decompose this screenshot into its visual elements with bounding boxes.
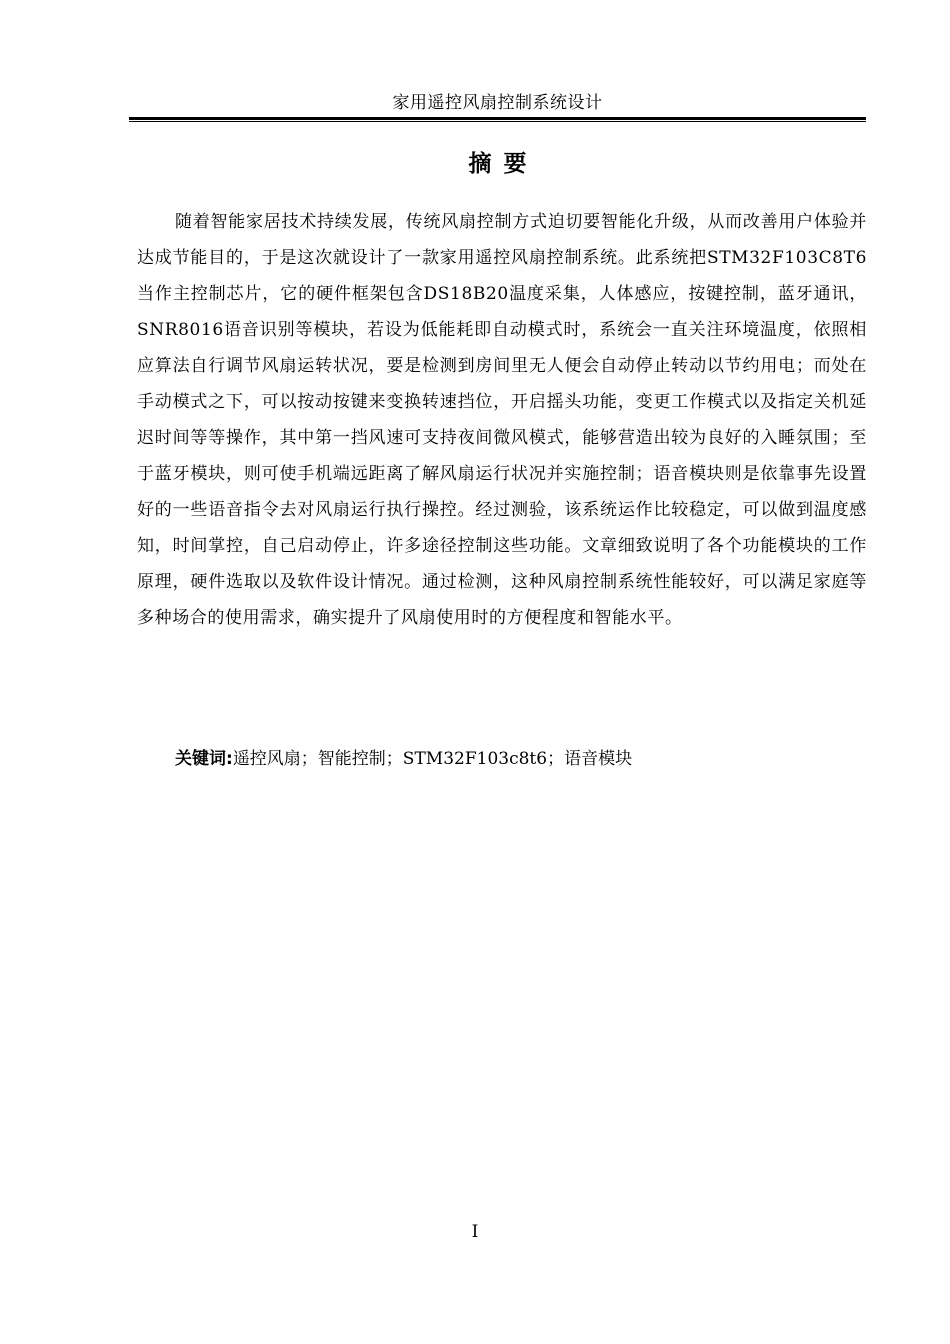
header-divider	[129, 117, 866, 122]
keywords-label: 关键词:	[175, 749, 233, 769]
page-number: I	[471, 1222, 479, 1242]
abstract-title: 摘要	[468, 151, 539, 177]
abstract-body: 随着智能家居技术持续发展，传统风扇控制方式迫切要智能化升级，从而改善用户体验并达成节能目的，于是这次就设计了一款家用遥控风扇控制系统。此系统把STM32F103C8T6当作主控制芯片，它的硬件框架包含DS18B20温度采集，人体感应，按键控制，蓝牙通讯，SNR8016语音识别等模块，若设为低能耗即自动模式时，系统会一直关注环境温度，依照相应算法自行调节风扇运转状况，要是检测到房间里无人便会自动停止转动以节约用电；而处在手动模式之下，可以按动按键来变换转速挡位，开启摇头功能，变更工作模式以及指定关机延迟时间等等操作，其中第一挡风速可支持夜间微风模式，能够营造出较为良好的入睡氛围；至于蓝牙模块，则可使手机端远距离了解风扇运行状况并实施控制；语音模块则是依靠事先设置好的一些语音指令去对风扇运行执行操控。经过测验，该系统运作比较稳定，可以做到温度感知，时间掌控，自己启动停止，许多途径控制这些功能。文章细致说明了各个功能模块的工作原理，硬件选取以及软件设计情况。通过检测，这种风扇控制系统性能较好，可以满足家庭等多种场合的使用需求，确实提升了风扇使用时的方便程度和智能水平。	[137, 212, 867, 628]
keywords-value: 遥控风扇；智能控制；STM32F103c8t6；语音模块	[232, 749, 633, 769]
keywords-line	[175, 744, 632, 774]
running-header-title: 家用遥控风扇控制系统设计	[392, 93, 603, 113]
